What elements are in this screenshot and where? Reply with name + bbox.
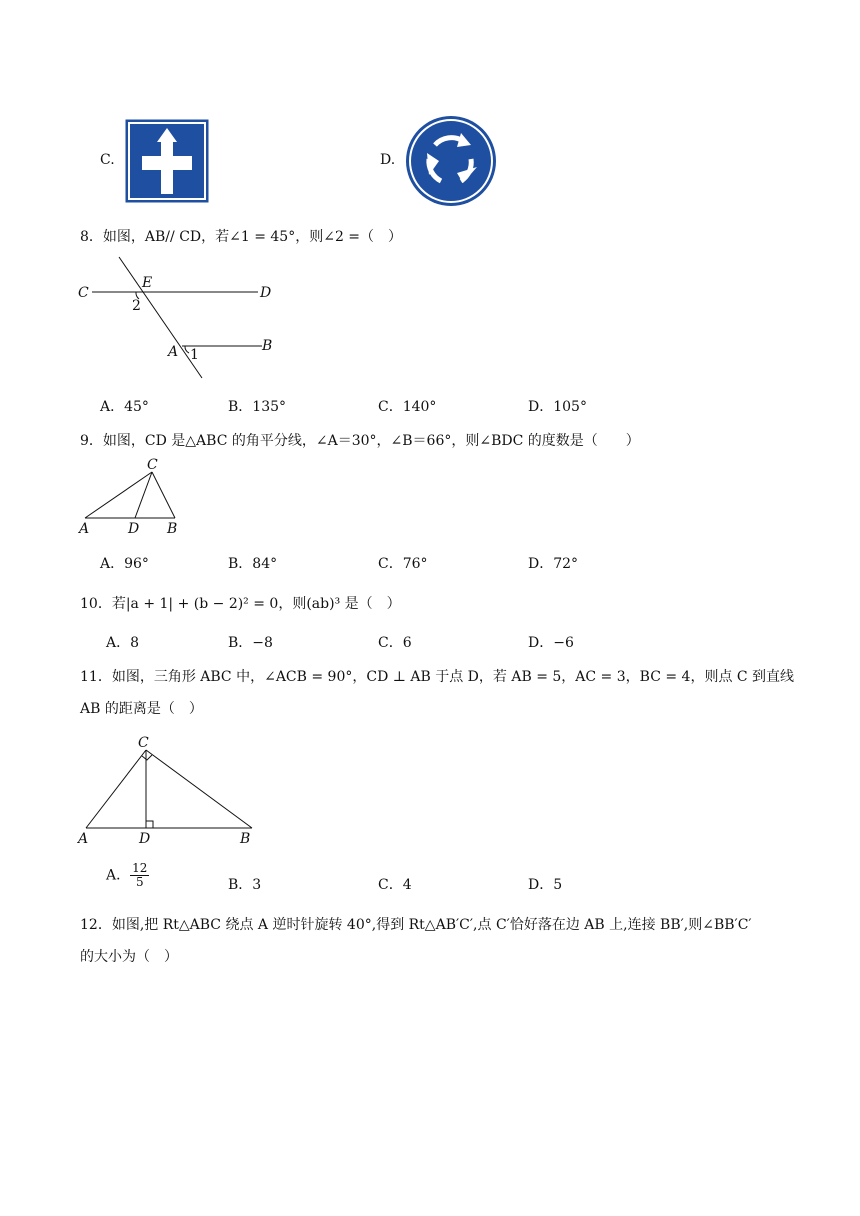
q8-figure: [72, 252, 292, 382]
q11-stem-line1: 11．如图，三角形 ABC 中，∠ACB = 90°，CD ⊥ AB 于点 D，若 AB = 5，AC = 3，BC = 4，则点 C 到直线: [80, 669, 795, 685]
q9-option-d[interactable]: D．72°: [528, 556, 579, 572]
crossroad-sign-icon: [124, 118, 210, 204]
q9-label-d: D: [128, 521, 140, 537]
q9-stem: 9．如图，CD 是△ABC 的角平分线，∠A＝30°，∠B＝66°，则∠BDC 的度数是（ ）: [80, 433, 640, 449]
q9-option-c[interactable]: C．76°: [378, 556, 428, 572]
q9-label-b: B: [167, 521, 178, 537]
q8-label-b: B: [262, 338, 273, 354]
q8-label-1: 1: [190, 347, 199, 363]
q11-option-a-fraction: [130, 862, 149, 889]
q8-stem: 8．如图，AB// CD，若∠1 = 45°，则∠2 =（ ）: [80, 229, 403, 245]
q11-option-b[interactable]: B．3: [228, 877, 262, 893]
q8-label-a: A: [168, 344, 179, 360]
q12-stem-line2: 的大小为（ ）: [80, 949, 178, 965]
q11-option-a[interactable]: [106, 862, 149, 889]
q9-option-b[interactable]: B．84°: [228, 556, 278, 572]
q8-option-a[interactable]: A．45°: [100, 399, 149, 415]
q11-figure: [74, 730, 264, 850]
q11-label-c: C: [138, 735, 149, 751]
q10-stem: 10．若|a + 1| + (b − 2)² = 0，则(ab)³ 是（ ）: [80, 596, 401, 612]
q8-label-e: E: [142, 275, 153, 291]
q8-option-c[interactable]: C．140°: [378, 399, 437, 415]
q8-label-c: C: [78, 285, 89, 301]
q11-option-c[interactable]: C．4: [378, 877, 412, 893]
q11-label-b: B: [240, 831, 251, 847]
q10-option-b[interactable]: B．−8: [228, 635, 273, 651]
q12-stem-line1: 12．如图,把 Rt△ABC 绕点 A 逆时针旋转 40°,得到 Rt△AB′C′,点 C′恰好落在边 AB 上,连接 BB′,则∠BB′C′: [80, 917, 752, 933]
fraction-denominator: 5: [135, 875, 144, 890]
roundabout-sign-icon: [405, 115, 497, 207]
q11-option-a-prefix: A．: [106, 867, 131, 884]
q8-option-d[interactable]: D．105°: [528, 399, 587, 415]
q8-label-d: D: [260, 285, 272, 301]
q10-option-a[interactable]: A．8: [106, 635, 140, 651]
q7-option-d-label: D.: [380, 152, 396, 168]
q10-option-d[interactable]: D．−6: [528, 635, 574, 651]
q9-label-a: A: [79, 521, 90, 537]
q7-option-c-label: C.: [100, 152, 115, 168]
q11-option-d[interactable]: D．5: [528, 877, 563, 893]
q8-option-b[interactable]: B．135°: [228, 399, 287, 415]
q9-figure: [75, 455, 185, 537]
q9-label-c: C: [147, 457, 158, 473]
fraction-numerator: 12: [132, 861, 148, 875]
q9-option-a[interactable]: A．96°: [100, 556, 149, 572]
q8-label-2: 2: [132, 298, 141, 314]
q11-label-d: D: [139, 831, 151, 847]
q11-label-a: A: [78, 831, 89, 847]
q10-option-c[interactable]: C．6: [378, 635, 412, 651]
q11-stem-line2: AB 的距离是（ ）: [80, 701, 203, 717]
